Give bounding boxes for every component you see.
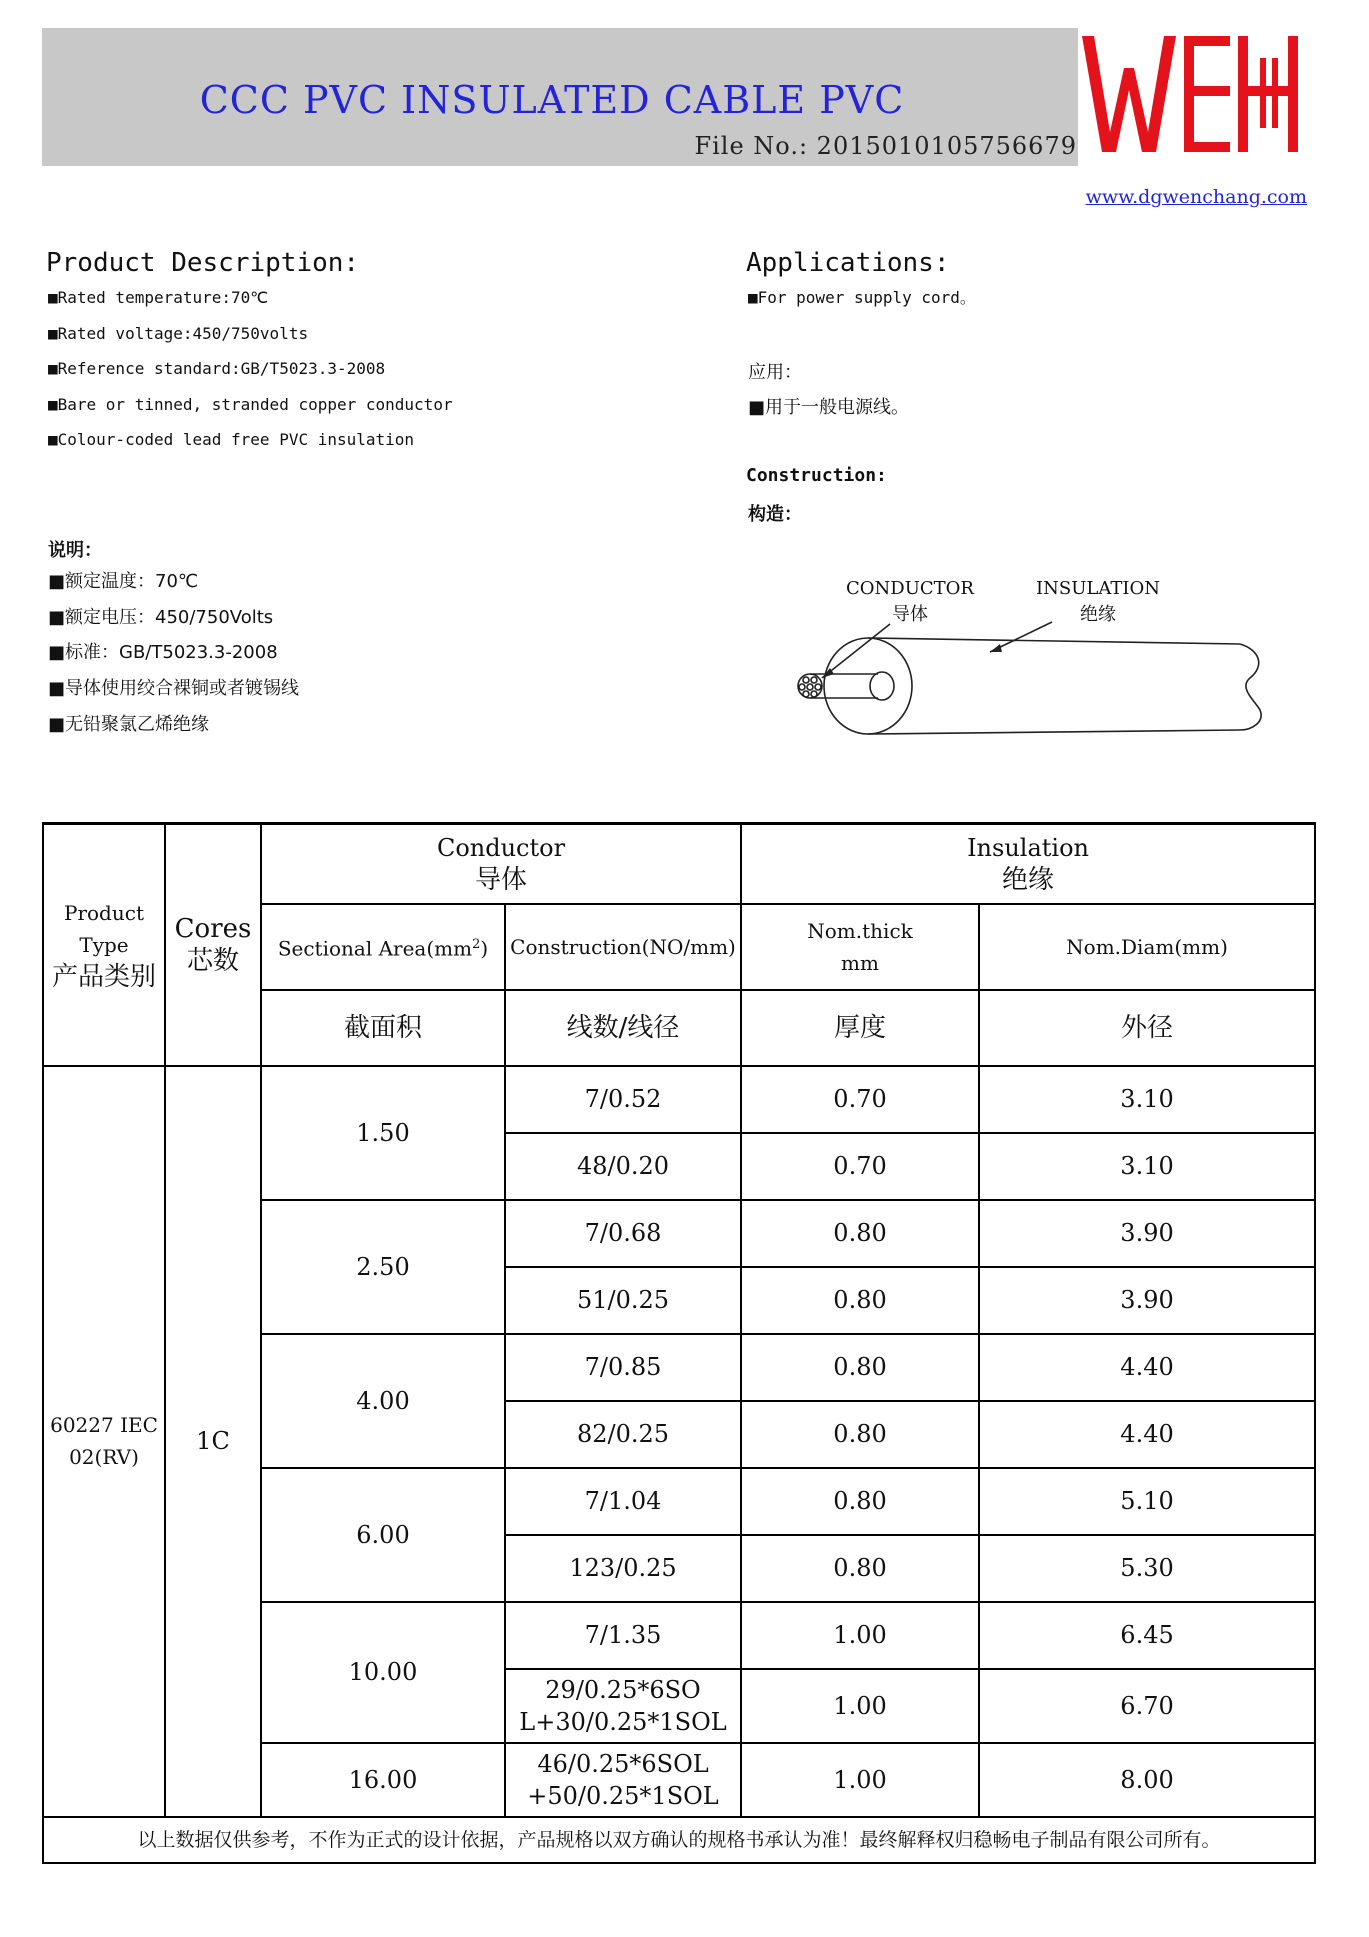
list-item: ■导体使用绞合裸铜或者镀锡线: [48, 678, 300, 700]
conductor-cn: 导体: [475, 864, 528, 895]
list-item: ■标准：GB/T5023.3-2008: [48, 642, 278, 664]
conductor-en: Conductor: [436, 833, 566, 862]
table-footer-note: 以上数据仅供参考，不作为正式的设计依据，产品规格以双方确认的规格书承认为准！最终解释权归稳畅电子制品有限公司所有。: [43, 1817, 1315, 1863]
description-cn-list: [48, 570, 299, 748]
product-type-en-1: Product: [64, 900, 144, 925]
area-cell: 16.00: [261, 1743, 505, 1817]
document-title: CCC PVC INSULATED CABLE PVC: [199, 78, 905, 122]
diam-cell: 5.10: [979, 1468, 1315, 1535]
list-item: ■额定电压：450/750Volts: [48, 606, 274, 628]
insulation-en-label: INSULATION: [1036, 578, 1160, 599]
diam-cell: 6.70: [979, 1669, 1315, 1743]
thickness-cn-header: 厚度: [741, 990, 979, 1066]
product-type-line-2: 02(RV): [69, 1445, 139, 1469]
diam-cell: 3.10: [979, 1133, 1315, 1200]
construction-cell: 7/0.68: [505, 1200, 741, 1267]
list-item: ■额定温度：70℃: [48, 571, 199, 592]
thick-cell: 0.70: [741, 1133, 979, 1200]
company-logo-icon: [1080, 28, 1302, 158]
cores-cn: 芯数: [186, 945, 239, 976]
area-cell: 10.00: [261, 1602, 505, 1743]
thick-cell: 0.80: [741, 1334, 979, 1401]
product-type-cell: [43, 1066, 165, 1817]
construction-line-1: 29/0.25*6SO: [545, 1675, 701, 1704]
diam-cell: 3.90: [979, 1200, 1315, 1267]
diagram-conductor-label: [846, 576, 974, 628]
diam-cell: 4.40: [979, 1401, 1315, 1468]
diam-cell: 3.90: [979, 1267, 1315, 1334]
list-item: ■Bare or tinned, stranded copper conductor: [48, 394, 453, 414]
area-cell: 6.00: [261, 1468, 505, 1602]
insulation-header: [741, 824, 1315, 904]
diam-cell: 8.00: [979, 1743, 1315, 1817]
construction-heading: Construction:: [746, 465, 887, 486]
thick-cell: 0.70: [741, 1066, 979, 1133]
construction-cell: 7/0.52: [505, 1066, 741, 1133]
area-cell: 2.50: [261, 1200, 505, 1334]
construction-cell: 7/1.04: [505, 1468, 741, 1535]
thick-cell: 0.80: [741, 1200, 979, 1267]
diam-cell: 3.10: [979, 1066, 1315, 1133]
list-item: ■Reference standard:GB/T5023.3-2008: [48, 359, 386, 378]
construction-cn-header: 线数/线径: [505, 990, 741, 1066]
list-item: ■无铅聚氯乙烯绝缘: [48, 713, 210, 735]
thick-cell: 1.00: [741, 1669, 979, 1743]
thick-cell: 0.80: [741, 1535, 979, 1602]
conductor-header: [261, 824, 741, 904]
product-type-header: [43, 824, 165, 1066]
area-cell: 4.00: [261, 1334, 505, 1468]
sectional-area-end: ): [480, 936, 489, 961]
applications-heading: Applications:: [746, 248, 950, 278]
applications-item: [748, 286, 976, 322]
insulation-cn: 绝缘: [1002, 864, 1055, 895]
applications-cn-item: ■用于一般电源线。: [748, 397, 910, 418]
description-cn-heading: 说明：: [48, 540, 102, 561]
list-item: ■Rated voltage:450/750volts: [48, 323, 309, 343]
cable-construction-diagram-icon: [760, 570, 1280, 750]
diam-cell: 4.40: [979, 1334, 1315, 1401]
construction-cell: 7/1.35: [505, 1602, 741, 1669]
diam-cell: 5.30: [979, 1535, 1315, 1602]
thick-cell: 1.00: [741, 1602, 979, 1669]
list-item: ■Colour-coded lead free PVC insulation: [48, 430, 415, 449]
applications-cn-heading: 应用：: [748, 362, 802, 383]
diameter-cn-header: 外径: [979, 990, 1315, 1066]
nom-thick-text: Nom.thick: [807, 918, 913, 943]
diam-cell: 6.45: [979, 1602, 1315, 1669]
sectional-area-text: Sectional Area(mm: [277, 936, 473, 961]
construction-header: Construction(NO/mm): [505, 904, 741, 990]
area-cell: 1.50: [261, 1066, 505, 1200]
list-item: ■For power supply cord。: [748, 288, 976, 307]
sectional-area-sup: 2: [472, 936, 481, 952]
conductor-cn-label: 导体: [891, 604, 928, 625]
construction-line-1: 46/0.25*6SOL: [537, 1749, 709, 1778]
construction-cell: 48/0.20: [505, 1133, 741, 1200]
cores-cell: 1C: [165, 1066, 261, 1817]
nom-thick-unit: mm: [841, 950, 879, 975]
construction-cell: 7/0.85: [505, 1334, 741, 1401]
thick-cell: 1.00: [741, 1743, 979, 1817]
nom-diam-header: Nom.Diam(mm): [979, 904, 1315, 990]
construction-line-2: +50/0.25*1SOL: [527, 1781, 719, 1810]
insulation-en: Insulation: [967, 833, 1089, 862]
thick-cell: 0.80: [741, 1267, 979, 1334]
sectional-area-cn-header: 截面积: [261, 990, 505, 1066]
product-type-en-2: Type: [79, 932, 129, 957]
insulation-cn-label: 绝缘: [1079, 604, 1116, 625]
thick-cell: 0.80: [741, 1468, 979, 1535]
list-item: ■Rated temperature:70℃: [48, 288, 269, 307]
file-number: File No.: 2015010105756679: [694, 132, 1077, 160]
nom-thick-header: [741, 904, 979, 990]
product-type-cn: 产品类别: [51, 961, 156, 992]
sectional-area-header: [261, 904, 505, 990]
diagram-insulation-label: [1036, 576, 1160, 628]
table-row: [43, 1066, 1315, 1133]
cores-en: Cores: [174, 913, 252, 944]
conductor-en-label: CONDUCTOR: [846, 578, 974, 599]
construction-cell: 51/0.25: [505, 1267, 741, 1334]
thick-cell: 0.80: [741, 1401, 979, 1468]
construction-cn-heading: 构造：: [748, 504, 802, 525]
product-description-list: [48, 286, 453, 464]
construction-line-2: L+30/0.25*1SOL: [519, 1707, 727, 1736]
website-link[interactable]: www.dgwenchang.com: [1085, 186, 1307, 208]
construction-cell: [505, 1743, 741, 1817]
construction-cell: [505, 1669, 741, 1743]
cores-header: [165, 824, 261, 1066]
spec-table: [42, 822, 1316, 1864]
product-type-line-1: 60227 IEC: [50, 1413, 158, 1437]
construction-cell: 82/0.25: [505, 1401, 741, 1468]
construction-cell: 123/0.25: [505, 1535, 741, 1602]
product-description-heading: Product Description:: [46, 248, 360, 278]
